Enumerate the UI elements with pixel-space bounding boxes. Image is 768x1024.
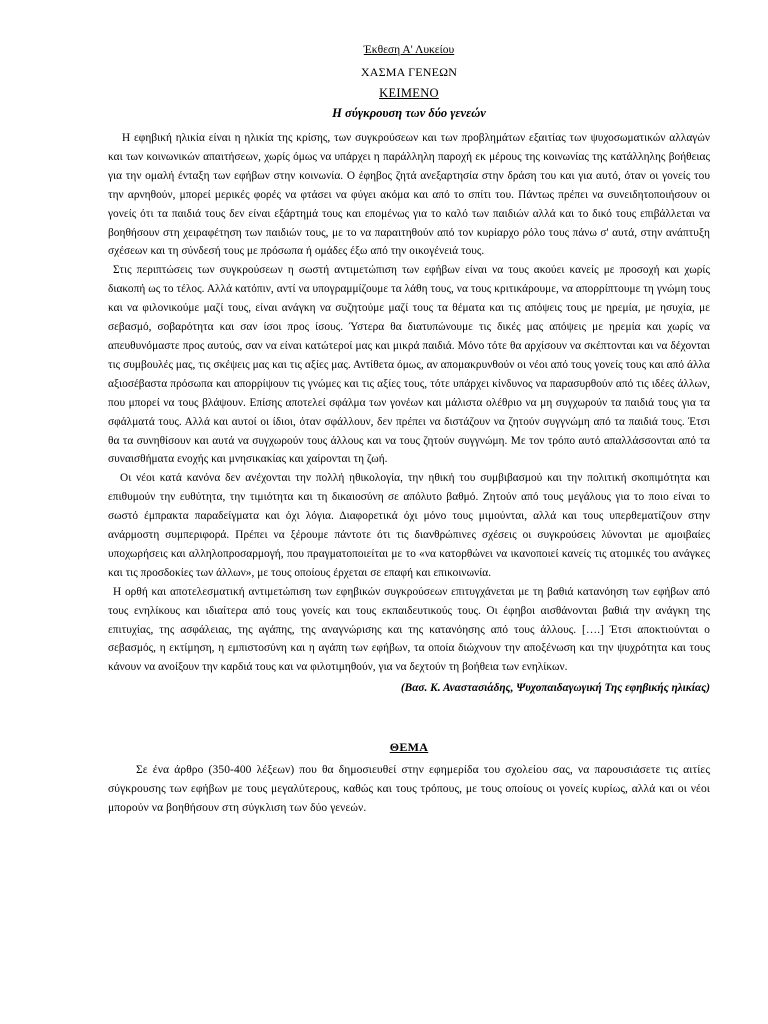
source-citation: (Βασ. Κ. Αναστασιάδης, Ψυχοπαιδαγωγική Της εφηβικής ηλικίας) [400,682,710,695]
document-subtitle: ΧΑΣΜΑ ΓΕΝΕΩΝ [360,65,458,79]
document-page [108,40,710,818]
assignment-text: Σε ένα άρθρο (350-400 λέξεων) που θα δημοσιευθεί στην εφημερίδα του σχολείου σας, να παρουσιάσετε τις αιτίες σύγκρουσης των εφήβων με τους μεγαλύτερους, καθώς και τους τρόπους, με τους οποίους οι γονείς κυρίως, αλλά και οι νέοι μπορούν να βοηθήσουν στη σύγκλιση των δύο γενεών. [108,764,710,815]
assignment-label: ΘΕΜΑ [389,740,429,755]
article-body [108,129,710,677]
text-title: Η σύγκρουση των δύο γενεών [332,106,486,120]
section-label-text: ΚΕΙΜΕΝΟ [379,86,439,100]
document-title: Έκθεση Α' Λυκείου [363,44,455,56]
paragraph-1: Η εφηβική ηλικία είναι η ηλικία της κρίσης, των συγκρούσεων και των προβλημάτων εξαιτίας των ψυχοσωματικών αλλαγών και των κοινωνικών απαιτήσεων, χωρίς όμως να υπάρχει η παράλληλη παροχή εκ μέρους της κοινωνίας της κατάλληλης βοήθειας για την ομαλή ένταξη των εφήβων στην κοινωνία. Ο έφηβος ζητά ανεξαρτησία στην δράση του και για αυτό, όταν οι γονείς του την αρνηθούν, μπορεί μερικές φορές να φτάσει να φύγει ακόμα και από το σπίτι του. Πάντως πρέπει να συνειδητοποιήσουν οι γονείς ότι τα παιδιά τους δεν είναι εξάρτημά τους και επομένως για το καλό των παιδιών αλλά και το δικό τους επιβάλλεται να βοηθήσουν στη χειραφέτηση των παιδιών τους, με το να παραιτηθούν από τον κυρίαρχο ρόλο τους πάνω σ' αυτά, στην ανάπτυξη σχέσεων και τη σύνδεσή τους με πρόσωπα ή ομάδες έξω από την οικογένειά τους. [108,132,710,258]
paragraph-3: Οι νέοι κατά κανόνα δεν ανέχονται την πολλή ηθικολογία, την ηθική του συμβιβασμού και την πολιτική σκοπιμότητα και επιθυμούν την ευθύτητα, την τιμιότητα και τη δικαιοσύνη σε απόλυτο βαθμό. Ζητούν από τους μεγάλους για το ποιο είναι το σωστό έμπρακτα παραδείγματα και όχι λόγια. Διαφορετικά όχι μόνο τους μιμούνται, αλλά και τους υπερθεματίζουν στην ανάρμοστη συμπεριφορά. Πρέπει να ξέρουμε πάντοτε ότι τις διανθρώπινες σχέσεις οι συγκρούσεις λύνονται με αμοιβαίες υποχωρήσεις και αλληλοπροσαρμογή, που πραγματοποιείται με το «να κατορθώνει να ικανοποιεί κανείς τις ατομικές του ανάγκες και τις προσδοκίες των άλλων», με τους οποίους έρχεται σε επαφή και επικοινωνία. [108,472,710,579]
paragraph-4: Η ορθή και αποτελεσματική αντιμετώπιση των εφηβικών συγκρούσεων επιτυγχάνεται με τη βαθιά κατανόηση των εφήβων από τους ενηλίκους και ιδιαίτερα από τους γονείς και τους εκπαιδευτικούς τους. Οι έφηβοι αισθάνονται βαθιά την ανάγκη της επιτυχίας, της ασφάλειας, της αγάπης, της αναγνώρισης και της κατανόησης από τους άλλους. [….] Έτσι αποκτιούνται ο σεβασμός, η εκτίμηση, η εμπιστοσύνη και η αγάπη των εφήβων, τα οποία διώχνουν την αποξένωση και την ψυχρότητα και τους κάνουν να ανοίξουν την καρδιά τους και να φιλοτιμηθούν, για να δεχτούν τη βοήθεια των ενηλίκων. [108,585,710,674]
paragraph-2: Στις περιπτώσεις των συγκρούσεων η σωστή αντιμετώπιση των εφήβων είναι να τους ακούει κανείς με προσοχή και χωρίς διακοπή ως το τέλος. Αλλά κατόπιν, αντί να υπογραμμίζουμε τα λάθη τους, να τους κριτικάρουμε, να απορρίπτουμε τη γνώμη τους και να φιλονικούμε μαζί τους, είναι ανάγκη να συζητούμε μαζί τους τα θέματα και τις απόψεις τους με ηρεμία, με ησυχία, με σεβασμό, σοβαρότητα και σαν ίσοι προς ίσους. Ύστερα θα διατυπώνουμε τις δικές μας απόψεις με ηρεμία και χωρίς να απευθυνόμαστε προς αυτούς, σαν να είναι κατώτεροί μας και μικρά παιδιά. Μόνο τότε θα αρχίσουν να σκέπτονται και να δέχονται τις συμβουλές μας, τις σκέψεις μας και τις αξίες μας. Αντίθετα όμως, αν απομακρυνθούν οι νέοι από τους γονείς τους και από άλλα αξιοσέβαστα πρόσωπα και απορρίψουν τις γνώμες και τις αξίες τους, τότε υπάρχει κίνδυνος να παρασυρθούν από τις ιδέες άλλων, που μπορεί να τους βλάψουν. Επίσης αποτελεί σφάλμα των γονέων και μάλιστα ολέθριο να μη συγχωρούν τα παιδιά τους για τα σφάλματά τους. Αλλά και αυτοί οι ίδιοι, όταν σφάλλουν, δεν πρέπει να διστάζουν να ζητούν συγγνώμη από τα παιδιά τους. Έτσι θα τα συνηθίσουν και αυτά να συγχωρούν τους άλλους και να τους ζητούν συγγνώμη. Με τον τρόπο αυτό απαλλάσσονται από τα συναισθήματα ενοχής και μνησικακίας και χαίρονται τη ζωή. [108,264,710,466]
